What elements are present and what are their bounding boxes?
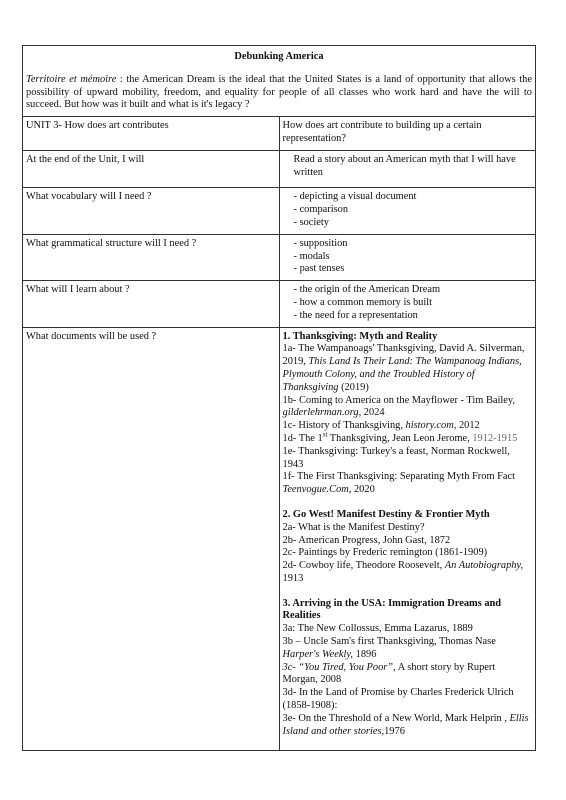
- documents-cell: [279, 327, 536, 751]
- section-heading: 3. Arriving in the USA: Immigration Dreams and Realities: [282, 597, 502, 622]
- vocab-cell: [279, 188, 536, 234]
- table-row: [23, 150, 536, 188]
- header-cell: [23, 46, 536, 117]
- list-item: - the origin of the American Dream: [294, 284, 533, 297]
- document-item: [283, 343, 533, 394]
- doc-source: Harper's Weekly,: [282, 648, 354, 660]
- list-item: - comparison: [294, 204, 533, 217]
- doc-year: 1913: [282, 572, 304, 584]
- section-heading: 2. Go West! Manifest Destiny & Frontier Myth: [282, 508, 490, 520]
- doc-year: 2020: [351, 484, 375, 496]
- list-item: - the need for a representation: [294, 310, 533, 323]
- vocab-label: What vocabulary will I need ?: [23, 188, 280, 234]
- end-label: At the end of the Unit, I will: [23, 150, 280, 188]
- doc-year: 2024: [361, 407, 385, 419]
- doc-text: 3b – Uncle Sam's first Thanksgiving, Thomas Nase: [282, 636, 496, 648]
- unit-label: UNIT 3- How does art contributes: [23, 117, 280, 151]
- document-item: [283, 560, 533, 586]
- doc-text: Thanksgiving, Jean Leon Jerome,: [327, 432, 473, 444]
- doc-text: 2d- Cowboy life, Theodore Roosevelt,: [282, 560, 445, 572]
- grammar-list: [283, 238, 533, 276]
- list-item: - depicting a visual document: [294, 191, 533, 204]
- list-item: - supposition: [294, 238, 533, 251]
- doc-year: 2012: [456, 420, 480, 432]
- grammar-label: What grammatical structure will I need ?: [23, 234, 280, 280]
- doc-text: 1f- The First Thanksgiving: Separating Myth From Fact: [282, 471, 516, 483]
- ordinal-suffix: st: [322, 430, 328, 439]
- doc-text: A short story by Rupert Morgan, 2008: [282, 661, 496, 686]
- header-row: [23, 46, 536, 117]
- document-item: [283, 713, 533, 739]
- document-item: [283, 395, 533, 421]
- doc-year: 1976: [384, 725, 405, 737]
- document-item: 2a- What is the Manifest Destiny?: [282, 521, 425, 533]
- section-thanksgiving: [283, 331, 533, 497]
- doc-text: 1c- History of Thanksgiving,: [282, 420, 406, 432]
- document-item: 3a: The New Collossus, Emma Lazarus, 1889: [282, 623, 473, 635]
- intro-paragraph: [26, 74, 532, 112]
- document-item: [283, 420, 533, 433]
- doc-year: 1912-1915: [472, 432, 518, 444]
- doc-text: 1d- The 1: [282, 432, 323, 444]
- document-item: [282, 430, 533, 446]
- doc-text: 1a- The Wampanoags' Thanksgiving, David A. Silverman, 2019,: [282, 343, 525, 368]
- document-title: Debunking America: [234, 51, 324, 62]
- table-row: [23, 188, 536, 234]
- list-item: - modals: [294, 251, 533, 264]
- document-item: [283, 471, 533, 497]
- document-item: [283, 636, 533, 662]
- unit-question: How does art contribute to building up a certain representation?: [279, 117, 536, 151]
- doc-title: 3c- “You Tired, You Poor”,: [282, 661, 396, 673]
- doc-text: 1b- Coming to America on the Mayflower - Tim Bailey,: [282, 394, 516, 406]
- table-row: [23, 234, 536, 280]
- doc-year: (2019): [338, 381, 369, 393]
- doc-source: An Autobiography,: [444, 560, 524, 572]
- document-item: 3d- In the Land of Promise by Charles Frederick Ulrich (1858-1908):: [282, 687, 514, 712]
- document-item: 1e- Thanksgiving: Turkey's a feast, Norman Rockwell, 1943: [282, 445, 510, 470]
- doc-source: gilderlehrman.org,: [282, 407, 362, 419]
- learn-cell: [279, 281, 536, 327]
- document-item: [283, 662, 533, 688]
- list-item: - past tenses: [294, 263, 533, 276]
- section-heading: 1. Thanksgiving: Myth and Reality: [282, 330, 438, 342]
- document-item: 2b- American Progress, John Gast, 1872: [282, 534, 451, 546]
- list-item: - society: [294, 217, 533, 230]
- table-row: [23, 327, 536, 751]
- list-item: - how a common memory is built: [294, 297, 533, 310]
- table-row: [23, 281, 536, 327]
- doc-source: Teenvogue.Com,: [282, 484, 352, 496]
- intro-label: Territoire et mémoire: [26, 73, 117, 85]
- doc-year: 1896: [353, 648, 377, 660]
- grammar-cell: [279, 234, 536, 280]
- learn-label: What will I learn about ?: [23, 281, 280, 327]
- section-go-west: [283, 509, 533, 586]
- end-goal-text: Read a story about an American myth that I will have written: [293, 153, 516, 178]
- doc-source: Ellis Island and other stories,: [282, 712, 529, 737]
- doc-source: This Land Is Their Land: The Wampanoag Indians, Plymouth Colony, and the Troubled History of Thanksgiving: [282, 356, 522, 393]
- document-item: 2c- Paintings by Frederic remington (1861-1909): [282, 547, 488, 559]
- vocab-list: [283, 191, 533, 229]
- end-goal-cell: [279, 150, 536, 188]
- learn-list: [283, 284, 533, 322]
- table-row: [23, 117, 536, 151]
- doc-source: history.com,: [405, 420, 457, 432]
- section-immigration: [283, 598, 533, 739]
- unit-plan-table: [22, 45, 536, 751]
- doc-text: 3e- On the Threshold of a New World, Mark Helprin ,: [282, 712, 510, 724]
- docs-label: What documents will be used ?: [23, 327, 280, 751]
- intro-text: : the American Dream is the ideal that the United States is a land of opportunity that allows the possibility of upward mobility, freedom, and equality for people of all classes who work hard and have the will to succeed. But how was it built and what is it's legacy ?: [26, 73, 532, 111]
